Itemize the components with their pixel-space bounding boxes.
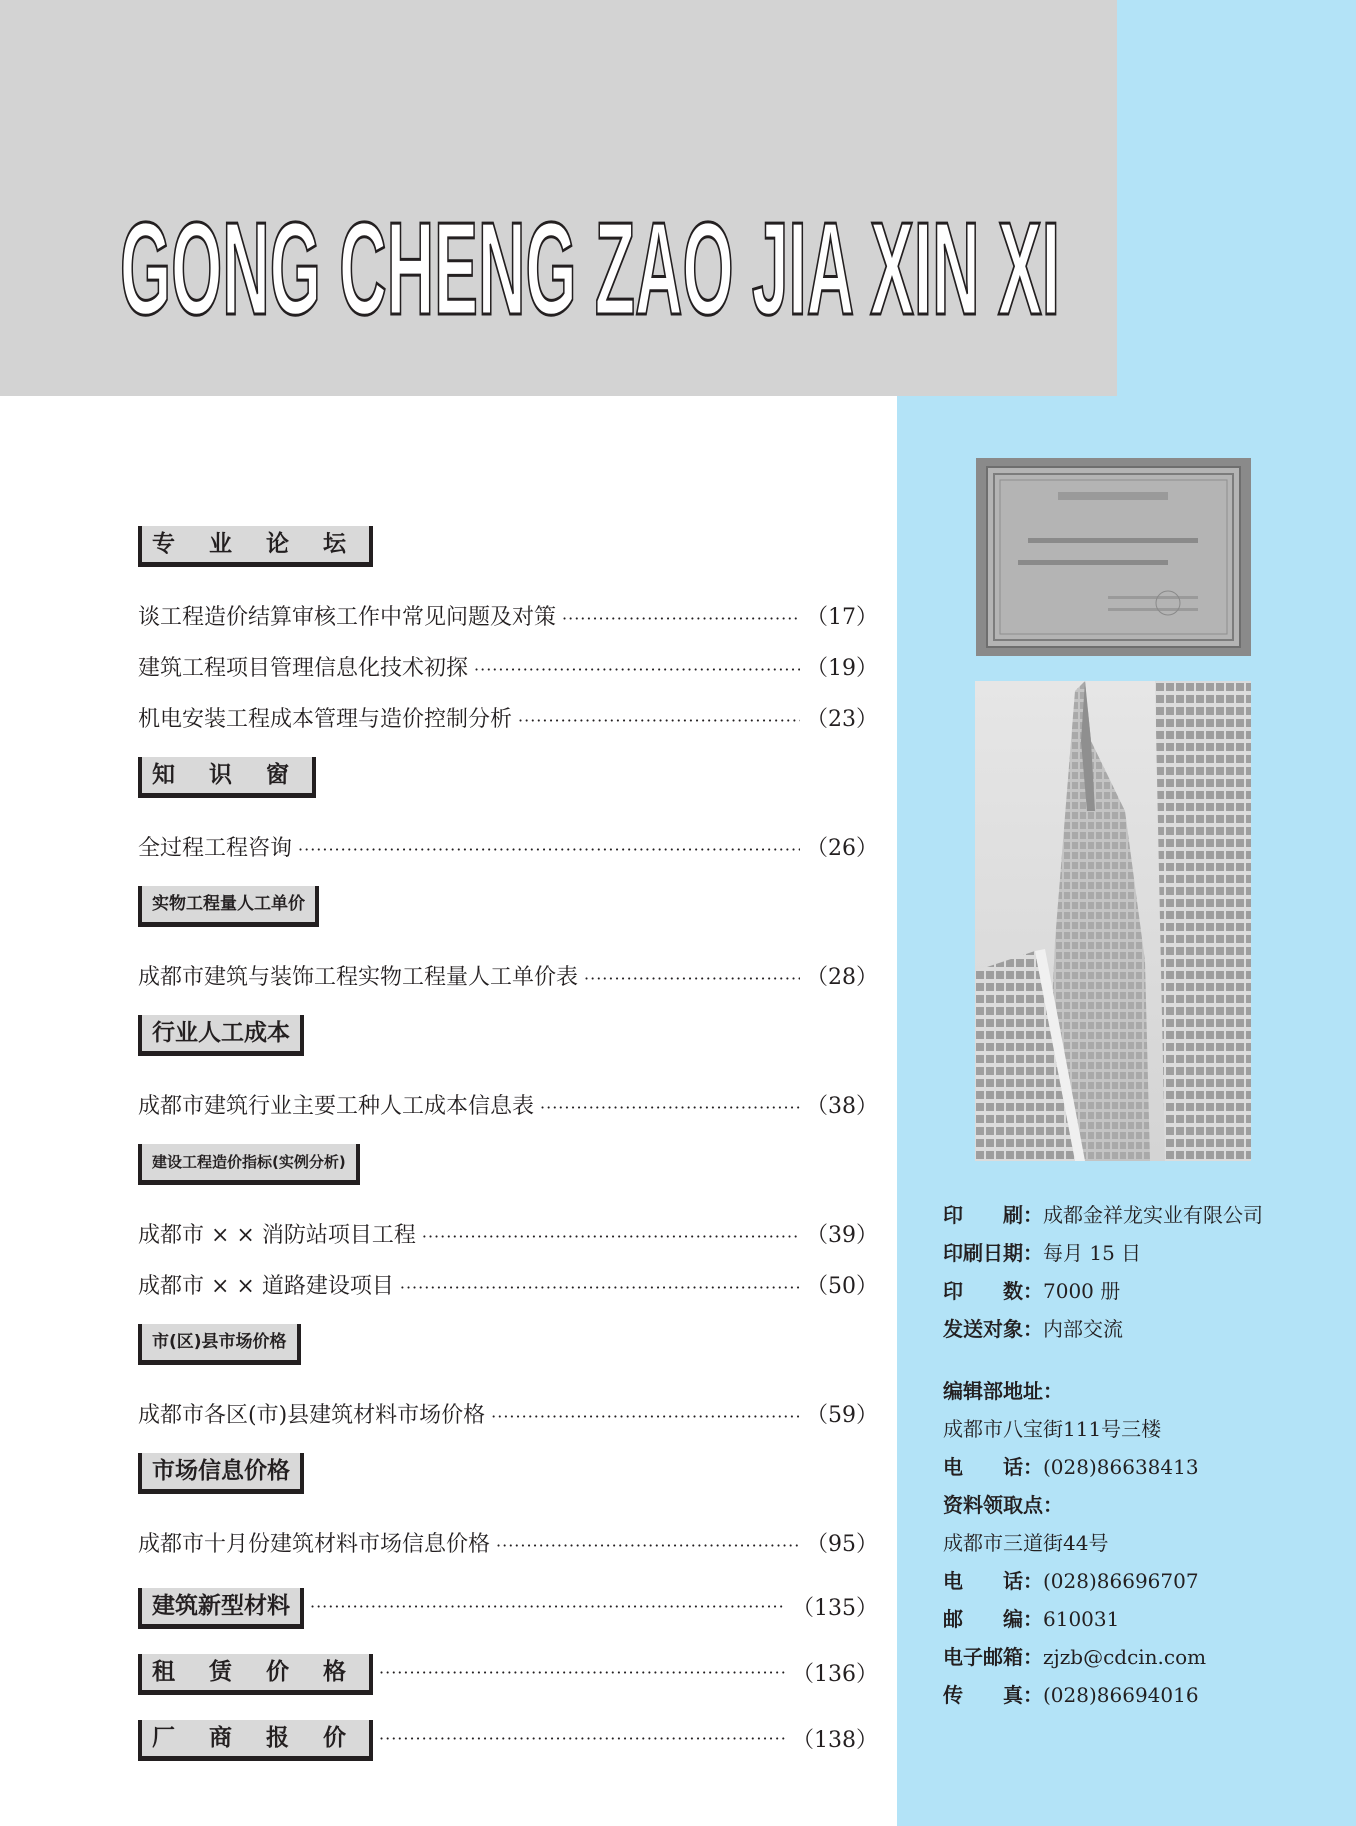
entry-title: 全过程工程咨询 (138, 836, 293, 861)
info-label: 邮 编： (943, 1607, 1043, 1631)
info-row (943, 1486, 1343, 1524)
toc-inline-section[interactable] (138, 1642, 878, 1702)
leader-dots (584, 953, 800, 1004)
toc-entry[interactable] (138, 1081, 878, 1132)
leader-dots (562, 593, 800, 644)
info-value: 内部交流 (1043, 1317, 1123, 1341)
leader-dots (379, 1729, 786, 1748)
entry-title: 谈工程造价结算审核工作中常见问题及对策 (138, 605, 557, 630)
email-value[interactable]: zjzb@cdcin.com (1043, 1645, 1207, 1669)
leader-dots (400, 1262, 800, 1313)
entry-title: 成都市建筑与装饰工程实物工程量人工单价表 (138, 965, 579, 990)
section-heading (138, 526, 878, 566)
section-badge: 厂 商 报 价 (138, 1720, 373, 1756)
info-label: 电 话： (943, 1455, 1043, 1479)
section-badge: 知 识 窗 (138, 757, 316, 793)
certificate-frame (986, 466, 1241, 648)
toc-entry[interactable] (138, 694, 878, 745)
toc-entry[interactable] (138, 643, 878, 694)
leader-dots (310, 1597, 786, 1616)
section-badge: 实物工程量人工单价 (138, 886, 319, 922)
toc-inline-section[interactable] (138, 1708, 878, 1768)
section-heading (138, 1015, 878, 1055)
toc-entry[interactable] (138, 1261, 878, 1312)
section-heading (138, 1144, 878, 1184)
entry-page: （136） (792, 1661, 878, 1687)
section-badge: 行业人工成本 (138, 1015, 304, 1051)
info-row (943, 1600, 1343, 1638)
info-value: 成都金祥龙实业有限公司 (1043, 1203, 1263, 1227)
info-value: 成都市三道街44号 (943, 1531, 1109, 1555)
entry-title: 建筑工程项目管理信息化技术初探 (138, 656, 469, 681)
section-badge: 建筑新型材料 (138, 1588, 304, 1624)
entry-title: 成都市 × × 道路建设项目 (138, 1274, 394, 1299)
leader-dots (540, 1082, 800, 1133)
table-of-contents (138, 514, 878, 1768)
info-label: 编辑部地址： (943, 1379, 1063, 1403)
entry-page: （135） (792, 1595, 878, 1621)
info-label: 传 真： (943, 1683, 1043, 1707)
section-heading (138, 886, 878, 926)
info-value: (028)86696707 (1043, 1569, 1199, 1593)
leader-dots (491, 1391, 800, 1442)
toc-entry[interactable] (138, 1519, 878, 1570)
toc-entry[interactable] (138, 823, 878, 874)
info-row (943, 1234, 1343, 1272)
section-heading (138, 1453, 878, 1493)
section-heading (138, 1324, 878, 1364)
info-row (943, 1272, 1343, 1310)
toc-entry[interactable] (138, 952, 878, 1003)
toc-entry[interactable] (138, 1390, 878, 1441)
info-label: 印刷日期： (943, 1241, 1043, 1265)
entry-page: （17） (806, 605, 878, 630)
entry-title: 成都市十月份建筑材料市场信息价格 (138, 1532, 491, 1557)
certificate-photo (976, 458, 1251, 656)
info-row (943, 1448, 1343, 1486)
info-row (943, 1676, 1343, 1714)
entry-page: （23） (806, 707, 878, 732)
info-row (943, 1310, 1343, 1348)
info-label: 印 刷： (943, 1203, 1043, 1227)
entry-title: 成都市 × × 消防站项目工程 (138, 1223, 416, 1248)
entry-page: （38） (806, 1094, 878, 1119)
toc-entry[interactable] (138, 1210, 878, 1261)
entry-title: 机电安装工程成本管理与造价控制分析 (138, 707, 513, 732)
toc-inline-section[interactable] (138, 1576, 878, 1636)
entry-page: （28） (806, 965, 878, 990)
info-row (943, 1638, 1343, 1676)
entry-page: （19） (806, 656, 878, 681)
info-label: 发送对象： (943, 1317, 1043, 1341)
masthead-title-text: GONG CHENG ZAO JIA XIN XI (120, 195, 1060, 330)
info-value: 7000 册 (1043, 1279, 1121, 1303)
info-row (943, 1196, 1343, 1234)
info-label: 资料领取点： (943, 1493, 1063, 1517)
info-value: 每月 15 日 (1043, 1241, 1142, 1265)
leader-dots (298, 824, 800, 875)
certificate-decoration (988, 468, 1239, 646)
entry-page: （50） (806, 1274, 878, 1299)
leader-dots (422, 1211, 800, 1262)
entry-title: 成都市建筑行业主要工种人工成本信息表 (138, 1094, 535, 1119)
leader-dots (518, 695, 800, 746)
toc-entry[interactable] (138, 592, 878, 643)
section-badge: 市(区)县市场价格 (138, 1324, 301, 1360)
entry-page: （26） (806, 836, 878, 861)
entry-page: （95） (806, 1532, 878, 1557)
info-value: 610031 (1043, 1607, 1120, 1631)
leader-dots (474, 644, 800, 695)
info-value: 成都市八宝街111号三楼 (943, 1417, 1162, 1441)
info-row (943, 1524, 1343, 1562)
publication-info (943, 1196, 1343, 1714)
entry-page: （59） (806, 1403, 878, 1428)
masthead-title (120, 190, 1070, 330)
info-value: (028)86694016 (1043, 1683, 1199, 1707)
section-badge: 专 业 论 坛 (138, 526, 373, 562)
section-heading (138, 757, 878, 797)
info-row (943, 1562, 1343, 1600)
entry-page: （138） (792, 1727, 878, 1753)
leader-dots (496, 1520, 800, 1571)
entry-page: （39） (806, 1223, 878, 1248)
info-label: 电子邮箱： (943, 1645, 1043, 1669)
info-row (943, 1410, 1343, 1448)
info-label: 印 数： (943, 1279, 1043, 1303)
info-label: 电 话： (943, 1569, 1043, 1593)
section-badge: 市场信息价格 (138, 1453, 304, 1489)
info-value: (028)86638413 (1043, 1455, 1199, 1479)
skyscraper-photo (975, 681, 1251, 1161)
section-badge: 建设工程造价指标(实例分析) (138, 1144, 360, 1180)
info-row (943, 1372, 1343, 1410)
leader-dots (379, 1663, 786, 1682)
section-badge: 租 赁 价 格 (138, 1654, 373, 1690)
entry-title: 成都市各区(市)县建筑材料市场价格 (138, 1403, 486, 1428)
